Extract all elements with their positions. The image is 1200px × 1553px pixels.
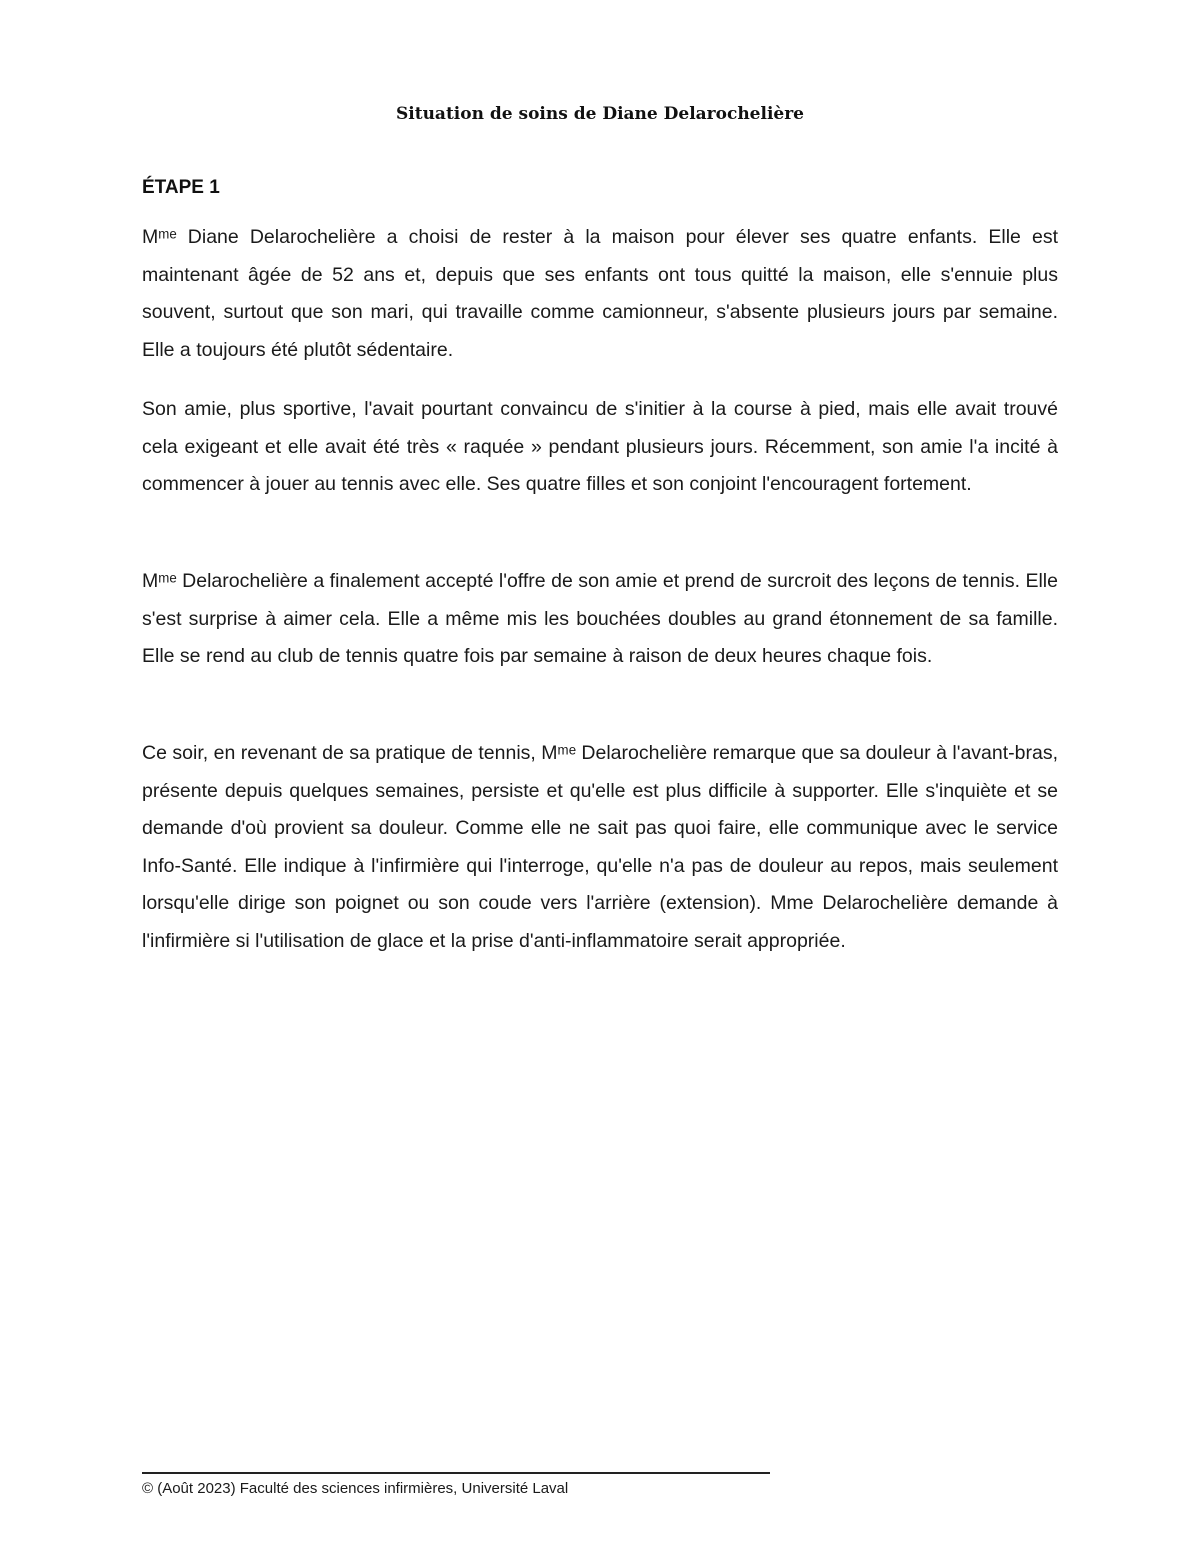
section-heading: ÉTAPE 1 <box>142 177 220 198</box>
footer-copyright: © (Août 2023) Faculté des sciences infirmières, Université Laval <box>142 1480 569 1497</box>
paragraph-4: Ce soir, en revenant de sa pratique de tennis, Mᵐᵉ Delarochelière remarque que sa douleur à l'avant-bras, présente depuis quelques semaines, persiste et qu'elle est plus difficile à supporter. Elle s'inquiète et se demande d'où provient sa douleur. Comme elle ne sait pas quoi faire, elle communique avec le service Info-Santé. Elle indique à l'infirmière qui l'interroge, qu'elle n'a pas de douleur au repos, mais seulement lorsqu'elle dirige son poignet ou son coude vers l'arrière (extension). Mme Delarochelière demande à l'infirmière si l'utilisation de glace et la prise d'anti-inflammatoire serait appropriée. <box>142 742 1058 952</box>
footer-divider <box>142 1472 770 1474</box>
paragraph-2: Son amie, plus sportive, l'avait pourtant convaincu de s'initier à la course à pied, mais elle avait trouvé cela exigeant et elle avait été très « raquée » pendant plusieurs jours. Récemment, son amie l'a incité à commencer à jouer au tennis avec elle. Ses quatre filles et son conjoint l'encouragent fortement. <box>142 398 1058 495</box>
paragraph-1: Mᵐᵉ Diane Delarochelière a choisi de rester à la maison pour élever ses quatre enfants. Elle est maintenant âgée de 52 ans et, depuis que ses enfants ont tous quitté la maison, elle s'ennuie plus souvent, surtout que son mari, qui travaille comme camionneur, s'absente plusieurs jours par semaine. Elle a toujours été plutôt sédentaire. <box>142 226 1058 361</box>
paragraph-3: Mᵐᵉ Delarochelière a finalement accepté l'offre de son amie et prend de surcroit des leçons de tennis. Elle s'est surprise à aimer cela. Elle a même mis les bouchées doubles au grand étonnement de sa famille. Elle se rend au club de tennis quatre fois par semaine à raison de deux heures chaque fois. <box>142 570 1058 667</box>
document-title: Situation de soins de Diane Delarochelière <box>395 104 805 124</box>
